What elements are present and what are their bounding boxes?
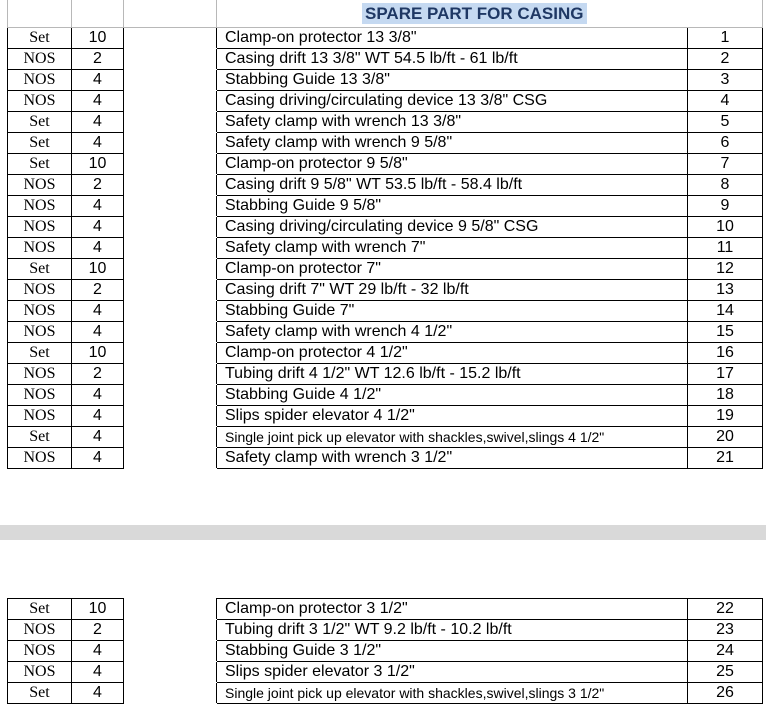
- quantity-cell: 4: [72, 217, 124, 238]
- code-cell: [124, 322, 217, 343]
- quantity-cell: 4: [72, 91, 124, 112]
- serial-number-cell: 19: [688, 406, 763, 427]
- serial-number-cell: 22: [688, 599, 763, 620]
- serial-number-cell: 16: [688, 343, 763, 364]
- serial-number-cell: 25: [688, 662, 763, 683]
- table-row: [8, 196, 763, 217]
- quantity-cell: 4: [72, 133, 124, 154]
- unit-cell: NOS: [8, 662, 72, 683]
- description-cell: Casing drift 13 3/8" WT 54.5 lb/ft - 61 lb/ft: [217, 49, 688, 70]
- description-cell: Safety clamp with wrench 7": [217, 238, 688, 259]
- unit-cell: NOS: [8, 49, 72, 70]
- serial-number-cell: 6: [688, 133, 763, 154]
- serial-number-cell: 20: [688, 427, 763, 448]
- table-row: [8, 91, 763, 112]
- description-cell: Slips spider elevator 3 1/2": [217, 662, 688, 683]
- quantity-cell: 4: [72, 322, 124, 343]
- table-row: [8, 385, 763, 406]
- unit-cell: NOS: [8, 217, 72, 238]
- code-cell: [124, 28, 217, 49]
- table-row: [8, 641, 763, 662]
- code-cell: [124, 112, 217, 133]
- quantity-cell: 2: [72, 364, 124, 385]
- description-cell: Slips spider elevator 4 1/2": [217, 406, 688, 427]
- table-row: [8, 322, 763, 343]
- code-cell: [124, 406, 217, 427]
- code-cell: [124, 620, 217, 641]
- description-cell: Stabbing Guide 3 1/2": [217, 641, 688, 662]
- quantity-cell: 4: [72, 448, 124, 469]
- quantity-cell: 4: [72, 196, 124, 217]
- table-row: [8, 217, 763, 238]
- code-cell: [124, 49, 217, 70]
- code-cell: [124, 599, 217, 620]
- quantity-cell: 2: [72, 175, 124, 196]
- table-row: [8, 154, 763, 175]
- code-cell: [124, 91, 217, 112]
- code-cell: [124, 448, 217, 469]
- table-row: [8, 133, 763, 154]
- serial-number-cell: 10: [688, 217, 763, 238]
- serial-number-cell: 1: [688, 28, 763, 49]
- code-cell: [124, 280, 217, 301]
- description-cell: Clamp-on protector 9 5/8": [217, 154, 688, 175]
- table-row: [8, 280, 763, 301]
- code-cell: [124, 301, 217, 322]
- page-break-gap: [0, 525, 766, 540]
- table-row: [8, 301, 763, 322]
- serial-number-cell: 21: [688, 448, 763, 469]
- code-cell: [124, 238, 217, 259]
- description-cell: Clamp-on protector 7": [217, 259, 688, 280]
- serial-number-cell: 15: [688, 322, 763, 343]
- quantity-cell: 4: [72, 683, 124, 704]
- code-cell: [124, 683, 217, 704]
- unit-cell: NOS: [8, 620, 72, 641]
- unit-cell: NOS: [8, 238, 72, 259]
- description-cell: Stabbing Guide 4 1/2": [217, 385, 688, 406]
- code-cell: [124, 662, 217, 683]
- table-row: [8, 599, 763, 620]
- serial-number-cell: 4: [688, 91, 763, 112]
- unit-cell: Set: [8, 154, 72, 175]
- unit-cell: NOS: [8, 448, 72, 469]
- serial-number-cell: 12: [688, 259, 763, 280]
- serial-number-cell: 24: [688, 641, 763, 662]
- unit-cell: NOS: [8, 280, 72, 301]
- serial-number-cell: 9: [688, 196, 763, 217]
- quantity-cell: 2: [72, 620, 124, 641]
- description-cell: Stabbing Guide 13 3/8": [217, 70, 688, 91]
- serial-number-cell: 8: [688, 175, 763, 196]
- unit-cell: NOS: [8, 385, 72, 406]
- quantity-cell: 10: [72, 259, 124, 280]
- code-cell: [124, 343, 217, 364]
- table-row: [8, 364, 763, 385]
- description-cell: Safety clamp with wrench 4 1/2": [217, 322, 688, 343]
- description-cell: Tubing drift 4 1/2" WT 12.6 lb/ft - 15.2 lb/ft: [217, 364, 688, 385]
- serial-number-cell: 23: [688, 620, 763, 641]
- description-cell: Safety clamp with wrench 3 1/2": [217, 448, 688, 469]
- quantity-cell: 4: [72, 301, 124, 322]
- code-cell: [124, 364, 217, 385]
- code-cell: [124, 70, 217, 91]
- table-row: [8, 49, 763, 70]
- unit-cell: Set: [8, 259, 72, 280]
- code-cell: [124, 133, 217, 154]
- serial-number-cell: 2: [688, 49, 763, 70]
- unit-cell: Set: [8, 28, 72, 49]
- quantity-cell: 10: [72, 154, 124, 175]
- unit-cell: NOS: [8, 322, 72, 343]
- table-row: [8, 28, 763, 49]
- table-row: [8, 112, 763, 133]
- table-row: [8, 448, 763, 469]
- code-cell: [124, 196, 217, 217]
- unit-cell: NOS: [8, 641, 72, 662]
- unit-cell: Set: [8, 599, 72, 620]
- table-row: [8, 620, 763, 641]
- unit-cell: NOS: [8, 196, 72, 217]
- unit-cell: Set: [8, 683, 72, 704]
- table-row: [8, 662, 763, 683]
- description-cell: Casing driving/circulating device 13 3/8" CSG: [217, 91, 688, 112]
- serial-number-cell: 26: [688, 683, 763, 704]
- description-cell: Clamp-on protector 4 1/2": [217, 343, 688, 364]
- description-cell: Safety clamp with wrench 9 5/8": [217, 133, 688, 154]
- unit-cell: Set: [8, 427, 72, 448]
- table-row: [8, 175, 763, 196]
- table-row: [8, 238, 763, 259]
- unit-cell: NOS: [8, 364, 72, 385]
- spare-parts-table-bottom: [7, 598, 763, 704]
- serial-number-cell: 11: [688, 238, 763, 259]
- description-cell: Tubing drift 3 1/2" WT 9.2 lb/ft - 10.2 lb/ft: [217, 620, 688, 641]
- description-cell: Casing drift 9 5/8" WT 53.5 lb/ft - 58.4 lb/ft: [217, 175, 688, 196]
- quantity-cell: 4: [72, 406, 124, 427]
- table-title-cell: [217, 0, 763, 28]
- description-cell: Safety clamp with wrench 13 3/8": [217, 112, 688, 133]
- code-cell: [124, 259, 217, 280]
- quantity-cell: 10: [72, 343, 124, 364]
- quantity-cell: 10: [72, 599, 124, 620]
- description-cell: Clamp-on protector 13 3/8": [217, 28, 688, 49]
- unit-cell: NOS: [8, 301, 72, 322]
- serial-number-cell: 17: [688, 364, 763, 385]
- table-row: [8, 427, 763, 448]
- serial-number-cell: 18: [688, 385, 763, 406]
- description-cell: Stabbing Guide 7": [217, 301, 688, 322]
- table-header-row: [8, 0, 763, 28]
- code-cell: [124, 175, 217, 196]
- unit-cell: Set: [8, 112, 72, 133]
- quantity-cell: 2: [72, 280, 124, 301]
- quantity-cell: 4: [72, 427, 124, 448]
- table-row: [8, 406, 763, 427]
- code-cell: [124, 427, 217, 448]
- serial-number-cell: 7: [688, 154, 763, 175]
- table-row: [8, 683, 763, 704]
- quantity-cell: 4: [72, 70, 124, 91]
- description-cell: Casing driving/circulating device 9 5/8" CSG: [217, 217, 688, 238]
- quantity-cell: 4: [72, 112, 124, 133]
- quantity-cell: 4: [72, 662, 124, 683]
- description-cell: Single joint pick up elevator with shackles,swivel,slings 3 1/2": [217, 683, 688, 704]
- serial-number-cell: 13: [688, 280, 763, 301]
- spare-parts-table-top: [7, 0, 763, 469]
- quantity-cell: 4: [72, 385, 124, 406]
- table-title: SPARE PART FOR CASING: [362, 3, 587, 24]
- code-cell: [124, 641, 217, 662]
- code-cell: [124, 385, 217, 406]
- table-row: [8, 70, 763, 91]
- description-cell: Stabbing Guide 9 5/8": [217, 196, 688, 217]
- serial-number-cell: 14: [688, 301, 763, 322]
- description-cell: Casing drift 7" WT 29 lb/ft - 32 lb/ft: [217, 280, 688, 301]
- serial-number-cell: 3: [688, 70, 763, 91]
- description-cell: Clamp-on protector 3 1/2": [217, 599, 688, 620]
- serial-number-cell: 5: [688, 112, 763, 133]
- quantity-cell: 4: [72, 238, 124, 259]
- code-cell: [124, 154, 217, 175]
- quantity-cell: 4: [72, 641, 124, 662]
- unit-cell: NOS: [8, 91, 72, 112]
- table-row: [8, 259, 763, 280]
- unit-cell: Set: [8, 133, 72, 154]
- table-row: [8, 343, 763, 364]
- code-cell: [124, 217, 217, 238]
- unit-cell: NOS: [8, 70, 72, 91]
- quantity-cell: 10: [72, 28, 124, 49]
- unit-cell: NOS: [8, 406, 72, 427]
- unit-cell: NOS: [8, 175, 72, 196]
- unit-cell: Set: [8, 343, 72, 364]
- description-cell: Single joint pick up elevator with shackles,swivel,slings 4 1/2": [217, 427, 688, 448]
- quantity-cell: 2: [72, 49, 124, 70]
